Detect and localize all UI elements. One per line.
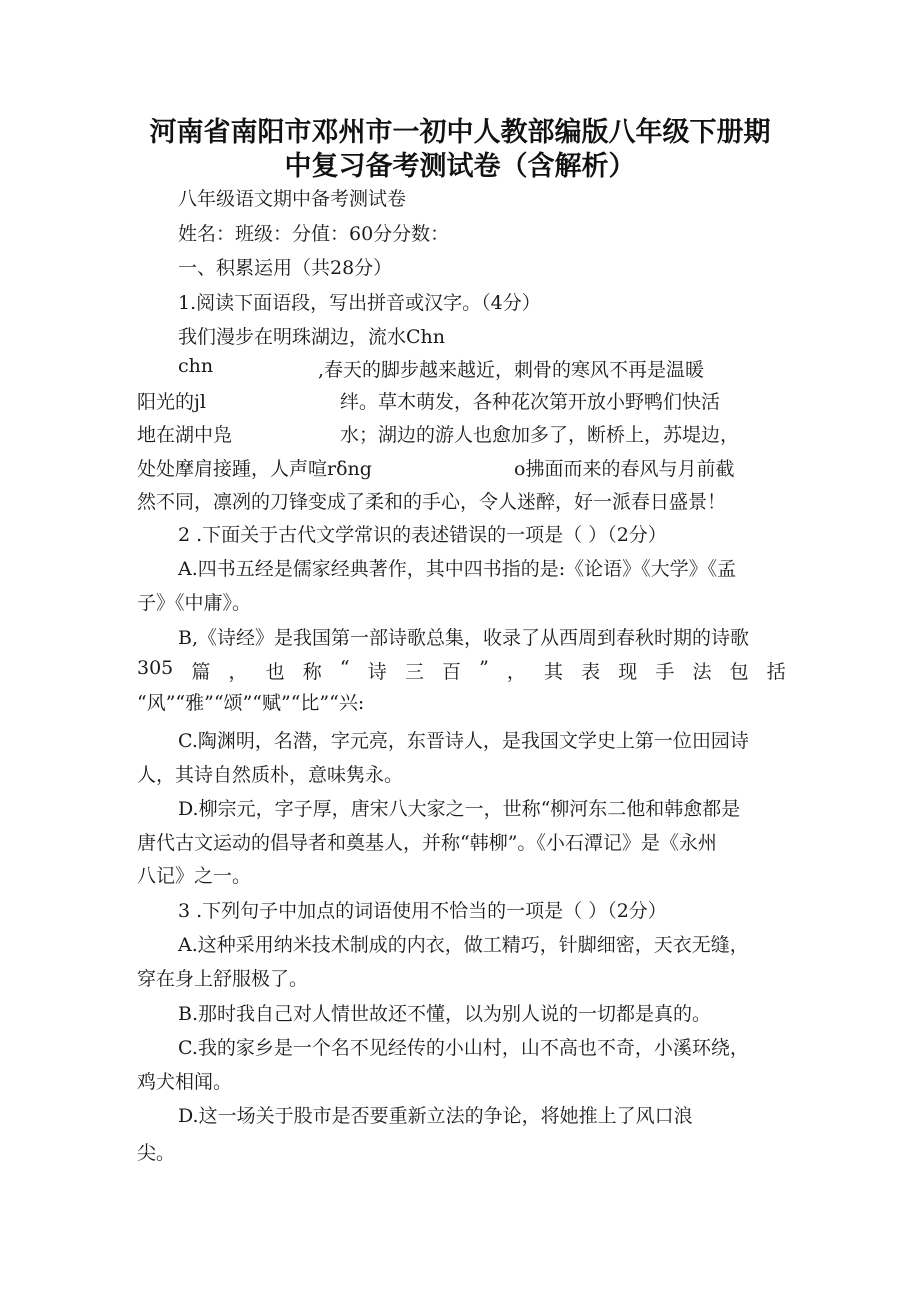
justified-text-segment: 手	[655, 661, 675, 683]
question-1-passage-line: o拂面而来的春风与月前截	[514, 458, 735, 480]
question-1-passage-blank: 阳光的jl	[137, 391, 206, 413]
question-1-stem: 1.阅读下面语段，写出拼音或汉字。（4分）	[178, 292, 541, 314]
document-title-line-2: 中复习备考测试卷（含解析）	[284, 151, 636, 182]
question-2-option-a: A.四书五经是儒家经典著作，其中四书指的是:《论语》《大学》《孟	[178, 558, 737, 580]
question-3-option-c: C.我的家乡是一个名不见经传的小山村，山不高也不奇，小溪环绕，	[178, 1037, 749, 1059]
question-3-stem: 3 .下列句子中加点的词语使用不恰当的一项是（ ）（2分）	[178, 900, 667, 922]
question-1-passage-line: ,春天的脚步越来越近，刺骨的寒风不再是温暖	[318, 359, 705, 381]
question-1-passage-blank: 地在湖中凫	[137, 424, 233, 446]
question-2-option-c: C.陶渊明，名潜，字元亮，东晋诗人，是我国文学史上第一位田园诗	[178, 730, 749, 752]
justified-text-segment: 诗	[367, 661, 387, 683]
justified-text-segment: 百	[441, 661, 461, 683]
section-heading: 一、积累运用（共28分）	[178, 257, 393, 279]
question-3-option-c-cont: 鸡犬相闻。	[137, 1071, 233, 1093]
question-3-option-d: D.这一场关于股市是否要重新立法的争论，将她推上了风口浪	[178, 1105, 693, 1127]
justified-text-segment: ，	[228, 661, 248, 683]
student-info-line: 姓名：班级：分值：60分分数：	[178, 223, 450, 245]
justified-text-segment: 现	[618, 661, 638, 683]
question-3-option-b: B.那时我自己对人情世故还不懂，以为别人说的一切都是真的。	[178, 1003, 712, 1025]
question-1-passage-line: 然不同，凛冽的刀锋变成了柔和的手心，令人迷醉，好一派春日盛景！	[137, 491, 727, 513]
justified-text-segment: 括	[766, 661, 786, 683]
justified-text-segment: 称	[302, 661, 322, 683]
justified-text-segment: 其	[544, 661, 564, 683]
justified-text-segment: 三	[404, 661, 424, 683]
justified-text-segment: 篇	[191, 661, 211, 683]
document-title-line-1: 河南省南阳市邓州市一初中人教部编版八年级下册期	[149, 117, 771, 148]
question-1-passage-blank: chn	[178, 355, 214, 377]
justified-text-segment: ，	[506, 661, 526, 683]
question-2-option-d-cont: 唐代古文运动的倡导者和奠基人，并称“韩柳”。《小石潭记》是《永州	[137, 832, 717, 854]
question-1-passage-line: 绊。草木萌发，各种花次第开放小野鸭们快活	[340, 391, 721, 413]
justified-text-segment: 表	[581, 661, 601, 683]
question-3-option-a: A.这种采用纳米技术制成的内衣，做工精巧，针脚细密，天衣无缝，	[178, 934, 749, 956]
question-2-option-a-cont: 子》《中庸》。	[137, 592, 252, 614]
question-2-option-d: D.柳宗元，字子厚，唐宋八大家之一，世称“柳河东二他和韩愈都是	[178, 798, 741, 820]
question-1-passage-line: 我们漫步在明珠湖边，流水Chn	[178, 326, 446, 348]
question-1-passage-blank: 处处摩肩接踵，人声喧rδng	[137, 458, 372, 480]
question-2-option-b-cont	[137, 657, 786, 684]
question-2-option-b-cont: “风”“雅”“颂”“赋”“比”“兴:	[137, 692, 365, 714]
question-2-option-c-cont: 人，其诗自然质朴，意味隽永。	[137, 764, 404, 786]
question-1-passage-line: 水；湖边的游人也愈加多了，断桥上，苏堤边，	[340, 424, 740, 446]
exam-subtitle: 八年级语文期中备考测试卷	[178, 188, 407, 210]
justified-text-segment: 305	[137, 657, 174, 679]
justified-text-segment: ”	[479, 657, 489, 679]
justified-text-segment: 也	[265, 661, 285, 683]
question-2-stem: 2 .下面关于古代文学常识的表述错误的一项是（ ）（2分）	[178, 524, 667, 546]
question-2-option-b: B,《诗经》是我国第一部诗歌总集，收录了从西周到春秋时期的诗歌	[178, 627, 750, 649]
question-3-option-d-cont: 尖。	[137, 1142, 176, 1164]
question-3-option-a-cont: 穿在身上舒服极了。	[137, 968, 309, 990]
question-2-option-d-cont: 八记》之一。	[137, 865, 252, 887]
justified-text-segment: “	[339, 657, 350, 679]
justified-text-segment: 包	[729, 661, 749, 683]
justified-text-segment: 法	[692, 661, 712, 683]
